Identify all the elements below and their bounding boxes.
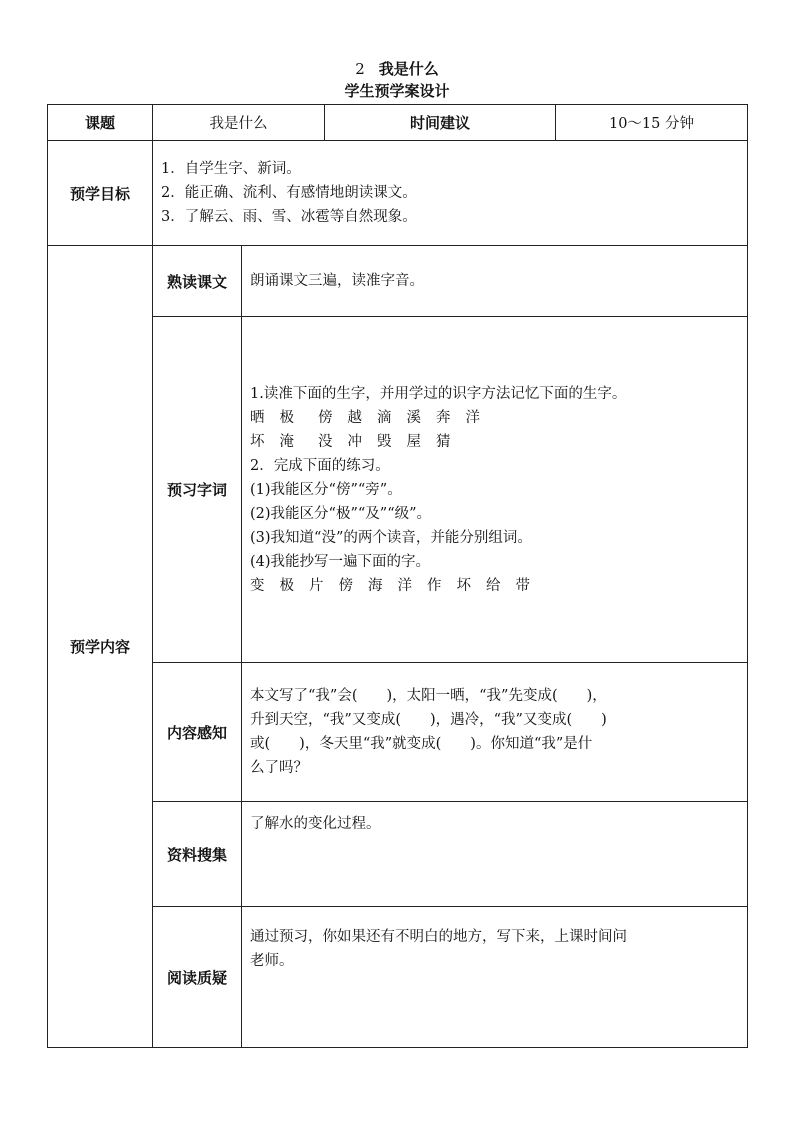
read-row [48, 246, 748, 317]
time-label: 时间建议 [325, 105, 556, 141]
char: 给 [486, 577, 501, 594]
char: 极 [279, 409, 294, 426]
lesson-number: 2 [355, 60, 365, 78]
time-value: 10～15 分钟 [556, 105, 748, 141]
questions-row [48, 907, 748, 1048]
exercise-item: (1)我能区分“傍”“旁”。 [250, 481, 402, 498]
char: 傍 [338, 577, 353, 594]
exercise-title: 2．完成下面的练习。 [250, 457, 390, 474]
char: 坏 [456, 577, 471, 594]
char: 越 [347, 409, 362, 426]
topic-value: 我是什么 [153, 105, 325, 141]
perception-content [242, 663, 748, 802]
goals-content [153, 141, 748, 246]
page-subtitle: 学生预学案设计 [344, 82, 450, 100]
goal-item: 3．了解云、雨、雪、冰雹等自然现象。 [161, 209, 417, 225]
chars-row [48, 317, 748, 663]
char: 毁 [377, 433, 392, 450]
char: 变 [250, 577, 265, 594]
questions-label: 阅读质疑 [153, 907, 242, 1048]
char: 冲 [347, 433, 362, 450]
preview-table [47, 104, 748, 1048]
char: 晒 [250, 409, 265, 426]
lesson-title-text: 我是什么 [378, 60, 439, 78]
goal-item: 1．自学生字、新词。 [161, 161, 301, 177]
exercise-item: (3)我知道“没”的两个读音，并能分别组词。 [250, 529, 532, 546]
char: 坏 [250, 433, 265, 450]
content-label: 预学内容 [48, 246, 153, 1048]
char: 海 [368, 577, 383, 594]
topic-label: 课题 [48, 105, 153, 141]
questions-content [242, 907, 748, 1048]
read-label: 熟读课文 [153, 246, 242, 317]
research-label: 资料搜集 [153, 802, 242, 907]
goals-row [48, 141, 748, 246]
chars-content [242, 317, 748, 663]
topic-row [48, 105, 748, 141]
questions-line: 老师。 [250, 953, 294, 969]
lesson-title [0, 58, 794, 80]
exercise-item: (2)我能区分“极”“及”“级”。 [250, 505, 432, 522]
exercise-item: (4)我能抄写一遍下面的字。 [250, 553, 431, 570]
goal-item: 2．能正确、流利、有感情地朗读课文。 [161, 185, 417, 201]
char: 极 [279, 577, 294, 594]
perception-line: 么了吗？ [250, 760, 308, 776]
char: 傍 [318, 409, 333, 426]
char: 洋 [397, 577, 412, 594]
questions-line: 通过预习，你如果还有不明白的地方，写下来，上课时间问 [250, 929, 627, 945]
char: 猜 [436, 433, 451, 450]
char: 片 [309, 577, 324, 594]
perception-line: 升到天空，“我”又变成( )，遇冷，“我”又变成( ) [250, 712, 607, 728]
char: 洋 [465, 409, 480, 426]
char: 滴 [377, 409, 392, 426]
perception-line: 本文写了“我”会( )，太阳一晒，“我”先变成( )， [250, 688, 607, 704]
research-row [48, 802, 748, 907]
chars-row-1 [250, 406, 739, 430]
perception-label: 内容感知 [153, 663, 242, 802]
read-text: 朗诵课文三遍，读准字音。 [242, 246, 748, 317]
perception-line: 或( )，冬天里“我”就变成( )。你知道“我”是什 [250, 736, 593, 752]
perception-row [48, 663, 748, 802]
char: 作 [427, 577, 442, 594]
research-text: 了解水的变化过程。 [242, 802, 748, 907]
chars-row-3 [250, 574, 739, 598]
chars-intro: 1.读准下面的生字，并用学过的识字方法记忆下面的生字。 [250, 385, 627, 402]
chars-row-2 [250, 430, 739, 454]
char: 溪 [406, 409, 421, 426]
chars-label: 预习字词 [153, 317, 242, 663]
char: 没 [318, 433, 333, 450]
char: 屋 [406, 433, 421, 450]
char: 淹 [279, 433, 294, 450]
title-block [0, 58, 794, 102]
goals-label: 预学目标 [48, 141, 153, 246]
char: 带 [515, 577, 530, 594]
char: 奔 [436, 409, 451, 426]
